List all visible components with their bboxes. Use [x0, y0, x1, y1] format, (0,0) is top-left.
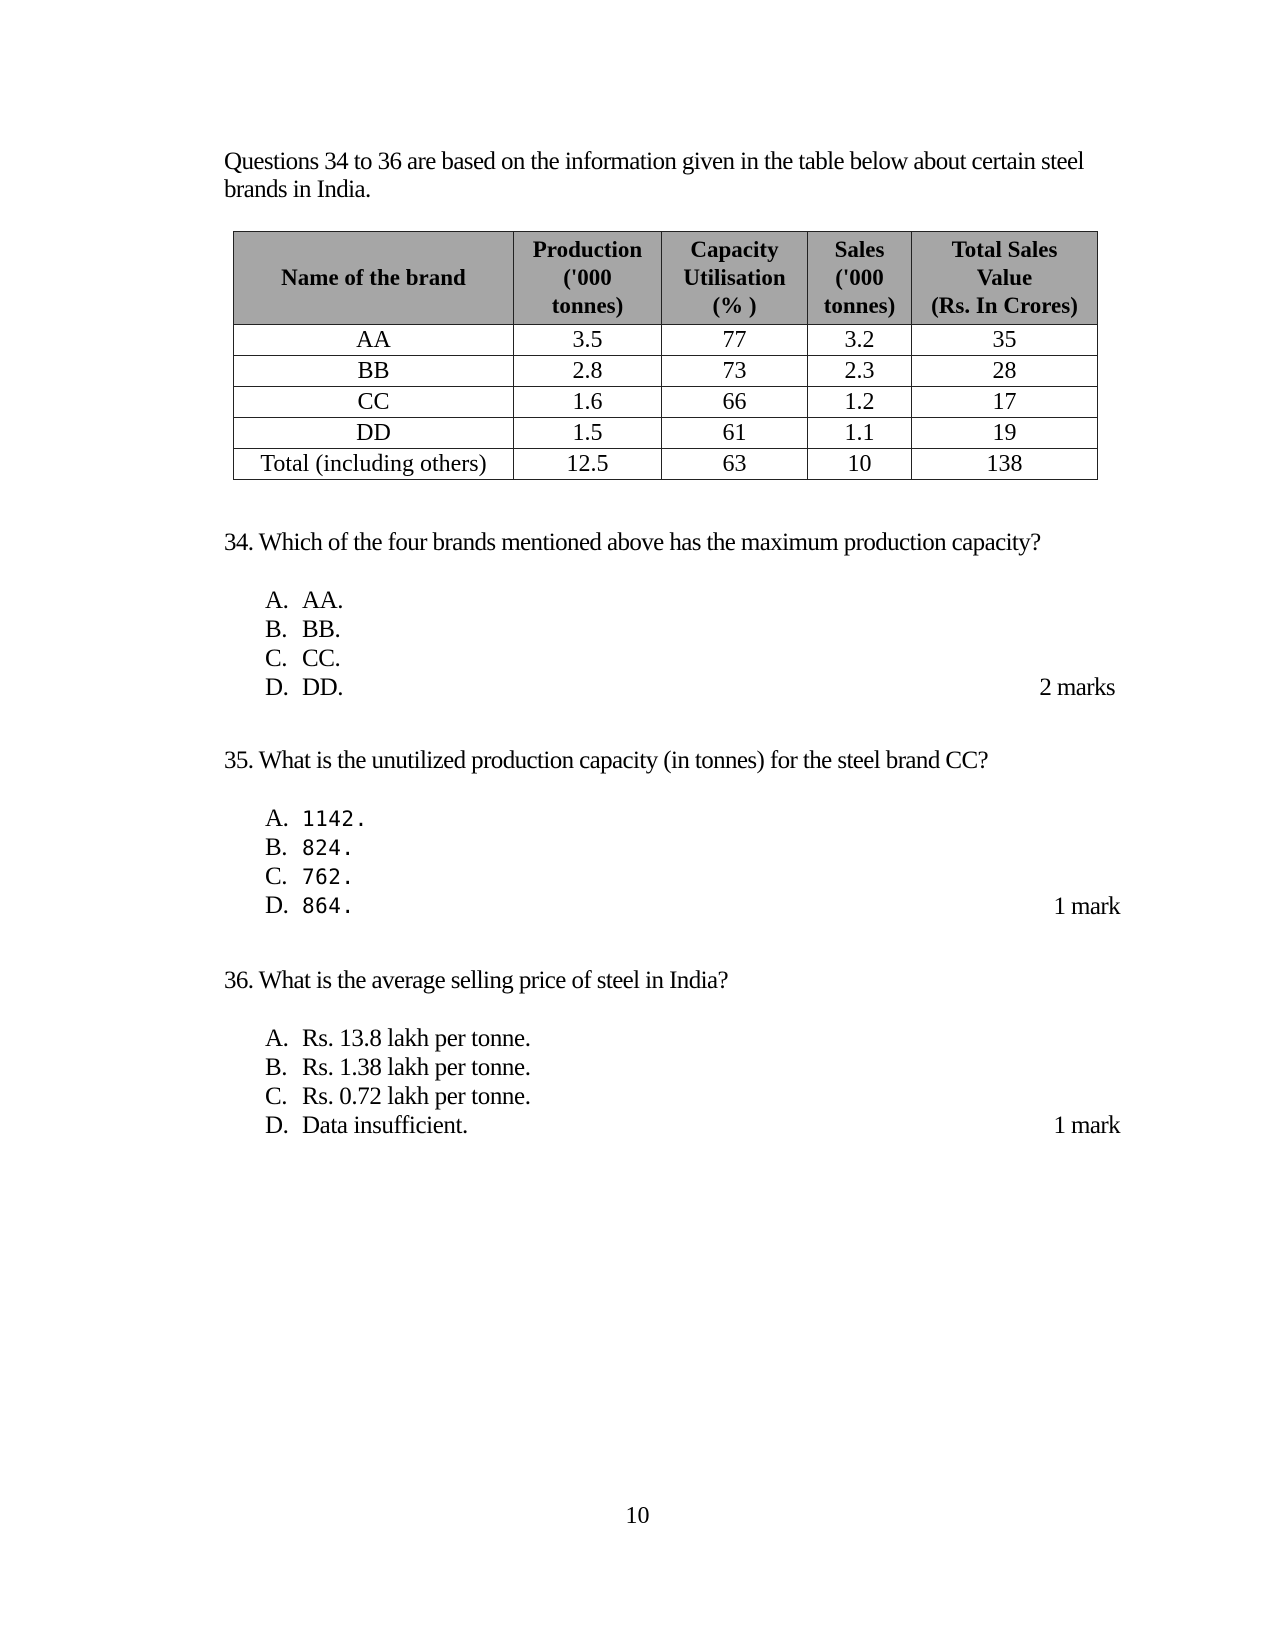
- option-item[interactable]: [265, 673, 343, 702]
- option-letter: D.: [265, 1112, 289, 1139]
- option-text: BB.: [302, 616, 341, 643]
- table-cell: DD: [234, 418, 514, 449]
- table-cell: 77: [662, 325, 808, 356]
- table-row: [234, 356, 1098, 387]
- option-letter: B.: [265, 616, 288, 643]
- table-cell: 1.1: [808, 418, 912, 449]
- table-cell: 1.2: [808, 387, 912, 418]
- option-item[interactable]: [265, 615, 343, 644]
- option-item[interactable]: [265, 1024, 531, 1053]
- table-row: [234, 418, 1098, 449]
- option-item[interactable]: [265, 804, 368, 833]
- option-item[interactable]: [265, 1111, 531, 1140]
- option-item[interactable]: [265, 644, 343, 673]
- question-34-stem: 34. Which of the four brands mentioned above has the maximum production capacity?: [224, 529, 1041, 556]
- option-item[interactable]: [265, 586, 343, 615]
- question-35-options: [265, 804, 368, 920]
- table-header-row: [234, 232, 1098, 325]
- option-letter: C.: [265, 1083, 288, 1110]
- table-cell: 10: [808, 449, 912, 480]
- table-cell: 35: [912, 325, 1098, 356]
- option-text: 1142.: [302, 807, 368, 831]
- table-cell: 66: [662, 387, 808, 418]
- table-cell: 12.5: [514, 449, 662, 480]
- header-brand-name: Name of the brand: [234, 232, 514, 325]
- option-text: Rs. 13.8 lakh per tonne.: [302, 1025, 531, 1052]
- option-item[interactable]: [265, 1082, 531, 1111]
- option-text: Rs. 1.38 lakh per tonne.: [302, 1054, 531, 1081]
- option-letter: C.: [265, 863, 288, 890]
- question-36-marks: 1 mark: [1053, 1112, 1120, 1139]
- option-item[interactable]: [265, 1053, 531, 1082]
- table-cell: 2.3: [808, 356, 912, 387]
- table-cell: BB: [234, 356, 514, 387]
- option-letter: D.: [265, 892, 289, 919]
- header-total-sales-value: Total Sales Value (Rs. In Crores): [912, 232, 1098, 325]
- option-text: Data insufficient.: [302, 1112, 468, 1139]
- question-34-options: [265, 586, 343, 702]
- option-text: AA.: [302, 587, 344, 614]
- header-sales: Sales ('000 tonnes): [808, 232, 912, 325]
- table-cell: AA: [234, 325, 514, 356]
- option-text: CC.: [302, 645, 341, 672]
- table-cell: 2.8: [514, 356, 662, 387]
- option-text: Rs. 0.72 lakh per tonne.: [302, 1083, 531, 1110]
- header-production: Production ('000 tonnes): [514, 232, 662, 325]
- option-letter: C.: [265, 645, 288, 672]
- question-35-marks: 1 mark: [1053, 893, 1120, 920]
- table-cell: 1.5: [514, 418, 662, 449]
- table-cell: CC: [234, 387, 514, 418]
- option-item[interactable]: [265, 833, 368, 862]
- page-number: 10: [625, 1503, 650, 1529]
- option-item[interactable]: [265, 862, 368, 891]
- intro-paragraph: Questions 34 to 36 are based on the information given in the table below about certain steel brands in India.: [224, 148, 1084, 203]
- option-item[interactable]: [265, 891, 368, 920]
- table-cell: 28: [912, 356, 1098, 387]
- table-cell: 63: [662, 449, 808, 480]
- option-letter: B.: [265, 834, 288, 861]
- table-cell: Total (including others): [234, 449, 514, 480]
- table-body: [234, 325, 1098, 480]
- header-capacity-utilisation: Capacity Utilisation (% ): [662, 232, 808, 325]
- steel-brands-table: [233, 231, 1098, 480]
- table-row: [234, 325, 1098, 356]
- question-35-stem: 35. What is the unutilized production capacity (in tonnes) for the steel brand CC?: [224, 747, 989, 774]
- table-row-total: [234, 449, 1098, 480]
- option-letter: B.: [265, 1054, 288, 1081]
- question-36-options: [265, 1024, 531, 1140]
- question-36-stem: 36. What is the average selling price of steel in India?: [224, 967, 728, 994]
- option-text: DD.: [302, 674, 344, 701]
- table-cell: 3.5: [514, 325, 662, 356]
- option-letter: A.: [265, 1025, 289, 1052]
- option-text: 762.: [302, 865, 355, 889]
- table-cell: 19: [912, 418, 1098, 449]
- table-cell: 61: [662, 418, 808, 449]
- table-cell: 3.2: [808, 325, 912, 356]
- table-cell: 138: [912, 449, 1098, 480]
- option-text: 824.: [302, 836, 355, 860]
- table-cell: 1.6: [514, 387, 662, 418]
- table-row: [234, 387, 1098, 418]
- option-letter: D.: [265, 674, 289, 701]
- table-cell: 17: [912, 387, 1098, 418]
- option-letter: A.: [265, 587, 289, 614]
- option-text: 864.: [302, 894, 355, 918]
- table-cell: 73: [662, 356, 808, 387]
- question-34-marks: 2 marks: [1039, 674, 1115, 701]
- option-letter: A.: [265, 805, 289, 832]
